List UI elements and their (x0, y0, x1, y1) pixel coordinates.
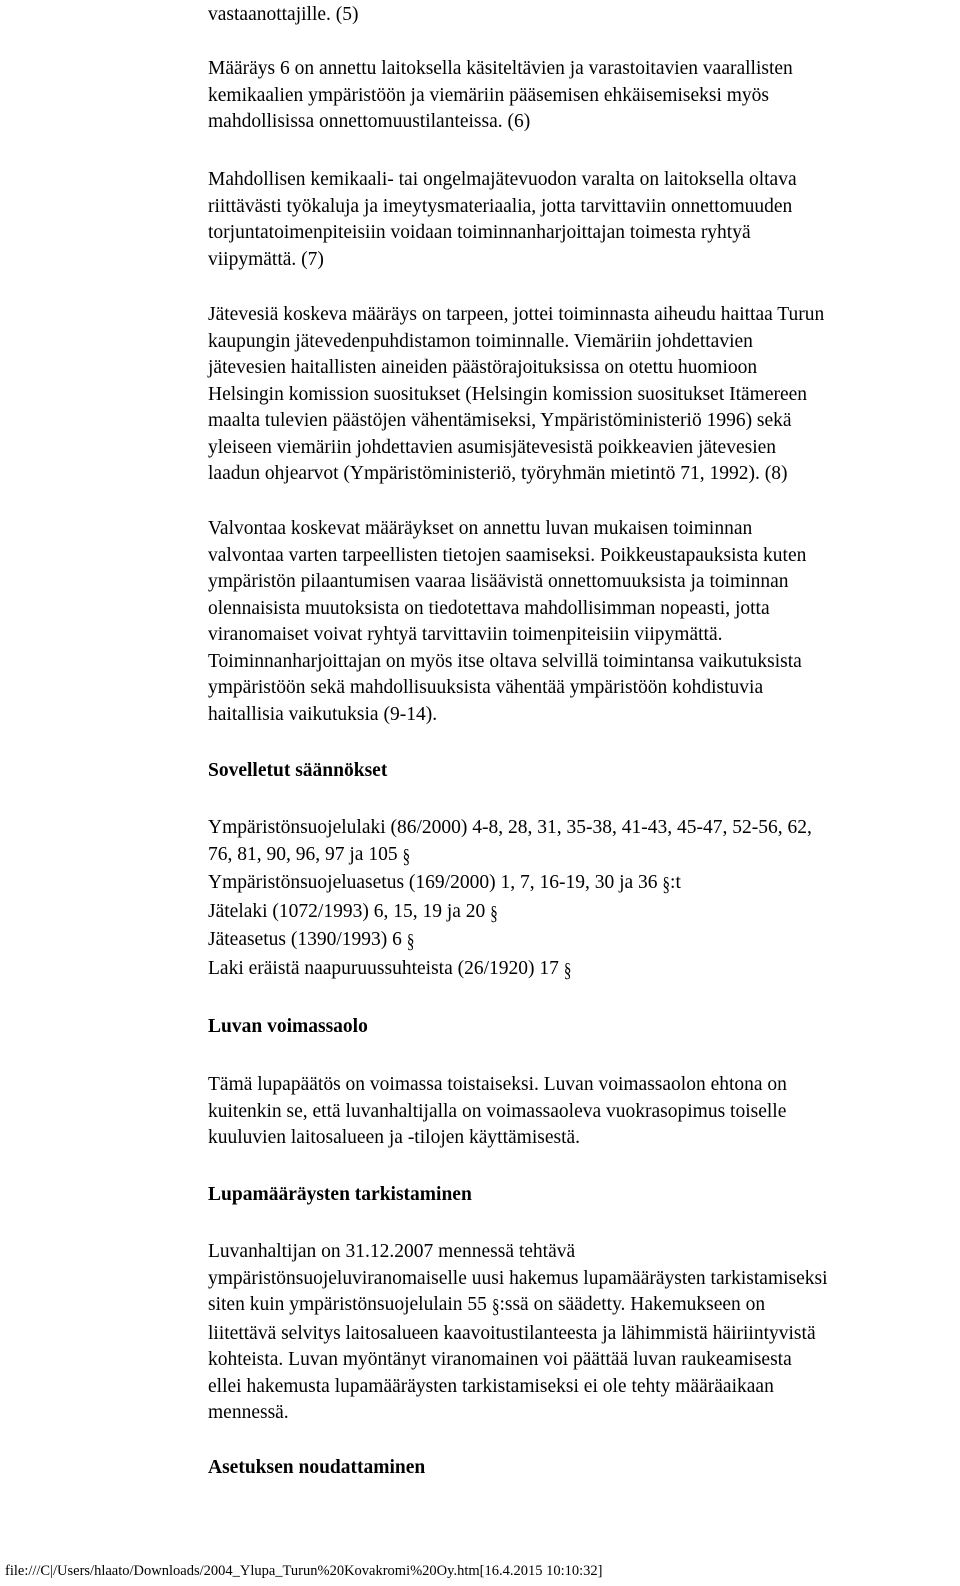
text-line: haitallisia vaikutuksia (9-14). (208, 703, 438, 725)
text-line: Mahdollisen kemikaali- tai ongelmajätevuodon varalta on laitoksella oltava (208, 169, 797, 190)
text-line: Jätevesiä koskeva määräys on tarpeen, jottei toiminnasta aiheudu haittaa Turun (208, 304, 825, 325)
text-line: torjuntatoimenpiteisiin voidaan toiminnanharjoittajan toimesta ryhtyä (208, 222, 751, 243)
section-sign: § (402, 845, 411, 868)
law-item (208, 870, 953, 899)
text-line: mennessä. (208, 1402, 289, 1423)
law-text: Jätelaki (1072/1993) 6, 15, 19 ja 20 (208, 900, 486, 922)
paragraph-review (208, 1239, 953, 1427)
section-sign: § (490, 902, 498, 925)
text-segment: :ssä on säädetty. Hakemukseen on (499, 1294, 766, 1315)
text-line: ympäristön pilaantumisen vaaraa lisäävistä onnettomuuksista ja toiminnan (208, 571, 789, 592)
paragraph-fragment (208, 2, 953, 29)
text-line: laadun ohjearvot (Ympäristöministeriö, työryhmän mietintö 71, 1992). (8) (208, 463, 788, 484)
law-item (208, 899, 953, 928)
law-item (208, 842, 953, 871)
text-line: ympäristöön sekä mahdollisuuksista vähentää ympäristöön kohdistuvia (208, 677, 764, 698)
text-line: jätevesien haitallisten aineiden päästörajoituksissa on otettu huomioon (208, 357, 758, 378)
section-heading-review: Lupamääräysten tarkistaminen (208, 1184, 472, 1205)
law-text: Ympäristönsuojelulaki (86/2000) 4-8, 28, 31, 35-38, 41-43, 45-47, 52-56, 62, (208, 817, 812, 838)
text-line: ympäristönsuojeluviranomaiselle uusi hakemus lupamääräysten tarkistamiseksi (208, 1267, 828, 1289)
section-sign: § (563, 959, 572, 982)
text-line: riittävästi työkaluja ja imeytysmateriaalia, jotta tarvittaviin onnettomuuden (208, 195, 793, 217)
text-line: kaupungin jätevedenpuhdistamon toiminnalle. Viemäriin johdettavien (208, 330, 753, 352)
section-sign: § (662, 874, 671, 896)
section-heading-applied-rules: Sovelletut säännökset (208, 760, 388, 781)
text-line: kuuluvien laitosalueen ja -tilojen käyttämisestä. (208, 1127, 581, 1148)
text-line: kemikaalien ympäristöön ja viemäriin pääsemisen ehkäisemiseksi myös (208, 84, 770, 106)
text-line: ellei hakemusta lupamääräysten tarkistamiseksi ei ole tehty määräaikaan (208, 1375, 774, 1397)
text-line: yleiseen viemäriin johdettavien asumisjätevesistä poikkeavien jätevesien (208, 436, 777, 458)
paragraph-leak-preparedness (208, 167, 953, 273)
laws-list (208, 815, 953, 984)
text-line: Valvontaa koskevat määräykset on annettu luvan mukaisen toiminnan (208, 518, 753, 539)
text-line: vastaanottajille. (5) (208, 4, 359, 25)
text-line: valvontaa varten tarpeellisten tietojen saamiseksi. Poikkeustapauksista kuten (208, 544, 807, 566)
paragraph-chemicals (208, 56, 953, 136)
paragraph-validity (208, 1072, 953, 1152)
text-line: Helsingin komission suositukset (Helsingin komission suositukset Itämereen (208, 383, 808, 405)
text-line: viranomaiset voivat ryhtyä tarvittaviin toimenpiteisiin viipymättä. (208, 624, 723, 645)
text-line (208, 1292, 953, 1321)
section-heading-validity: Luvan voimassaolo (208, 1016, 368, 1037)
text-line: liitettävä selvitys laitosalueen kaavoitustilanteesta ja lähimmistä häiriintyvistä (208, 1322, 816, 1344)
section-heading-compliance: Asetuksen noudattaminen (208, 1457, 426, 1478)
text-line: Määräys 6 on annettu laitoksella käsiteltävien ja varastoitavien vaarallisten (208, 58, 793, 79)
law-suffix: :t (670, 872, 681, 893)
law-text: Jäteasetus (1390/1993) 6 (208, 929, 402, 950)
law-item (208, 927, 953, 956)
text-line: olennaisista muutoksista on tiedotettava mahdollisimman nopeasti, jotta (208, 597, 770, 619)
text-line: kuitenkin se, että luvanhaltijalla on voimassaoleva vuokrasopimus toiselle (208, 1100, 787, 1122)
page-footer-url: file:///C|/Users/hlaato/Downloads/2004_Ylupa_Turun%20Kovakromi%20Oy.htm[16.4.2015 10:10:32] (5, 1563, 603, 1579)
text-line: Luvanhaltijan on 31.12.2007 mennessä tehtävä (208, 1241, 576, 1262)
text-line: viipymättä. (7) (208, 248, 324, 270)
law-text: Laki eräistä naapuruussuhteista (26/1920) 17 (208, 957, 559, 979)
section-sign: § (491, 1296, 500, 1318)
section-sign: § (406, 931, 415, 953)
text-line: maalta tulevien päästöjen vähentämiseksi, Ympäristöministeriö 1996) sekä (208, 410, 792, 431)
paragraph-monitoring (208, 516, 953, 728)
text-line: Toiminnanharjoittajan on myös itse oltava selvillä toimintansa vaikutuksista (208, 650, 802, 672)
law-item (208, 956, 953, 985)
paragraph-wastewater (208, 302, 953, 488)
text-line: kohteista. Luvan myöntänyt viranomainen voi päättää luvan raukeamisesta (208, 1349, 792, 1370)
law-item (208, 815, 953, 842)
text-line: mahdollisissa onnettomuustilanteissa. (6) (208, 111, 531, 132)
law-text: Ympäristönsuojeluasetus (169/2000) 1, 7, 16-19, 30 ja 36 (208, 872, 658, 893)
text-line: Tämä lupapäätös on voimassa toistaiseksi. Luvan voimassaolon ehtona on (208, 1074, 787, 1095)
law-text: 76, 81, 90, 96, 97 ja 105 (208, 843, 398, 865)
text-segment: siten kuin ympäristönsuojelulain 55 (208, 1294, 487, 1315)
